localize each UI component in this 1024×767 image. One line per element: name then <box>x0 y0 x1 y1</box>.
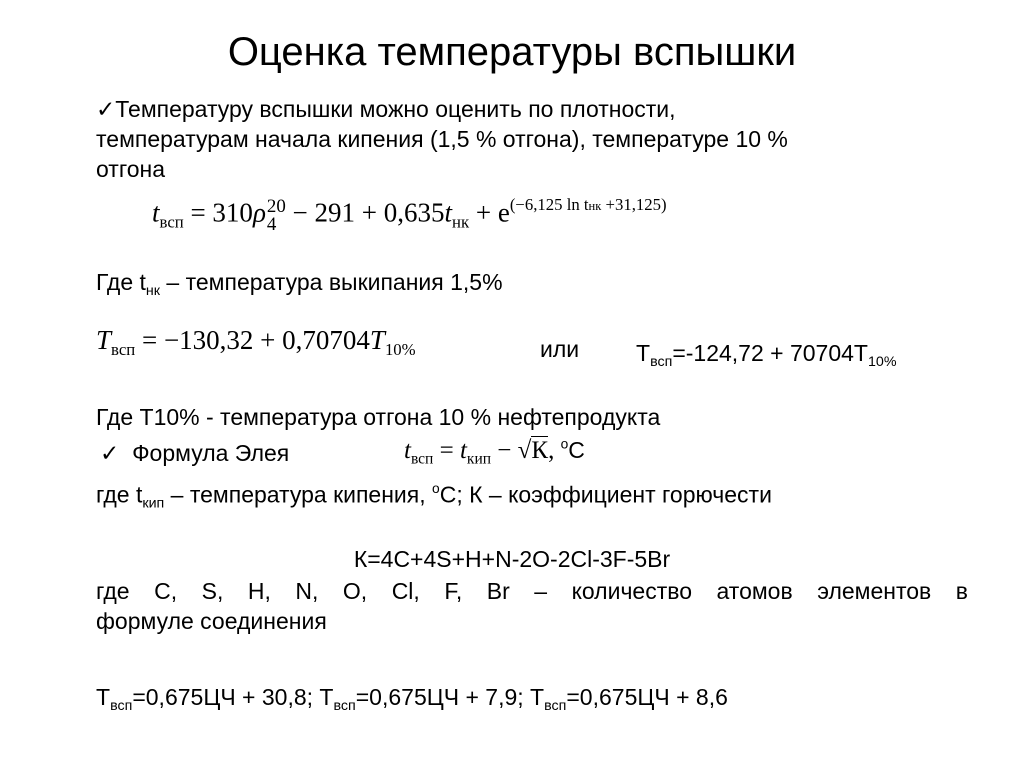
sub-vsp: всп <box>544 697 567 714</box>
var-rho: ρ <box>252 197 266 228</box>
sub-vsp: всп <box>111 339 136 359</box>
where-tkip: где $t_{кип}$ – температура кипения, $^o$С; К – коэффициент горючести <box>96 481 772 512</box>
formula-exponent: (−6,125 ln tнк +31,125) <box>509 195 667 214</box>
rho-sup: 20 <box>266 196 286 218</box>
rho-indices <box>266 196 286 235</box>
sub-10: 10% <box>868 353 897 370</box>
k-formula: К=4С+4S+H+N-2O-2Cl-3F-5Br <box>353 546 671 572</box>
sub-vsp: всп <box>110 697 133 714</box>
atoms-word: N, <box>295 578 319 604</box>
page-title: Оценка температуры вспышки <box>227 30 797 74</box>
sub-vsp: всп <box>333 697 356 714</box>
rho-sub: 4 <box>266 213 277 235</box>
formula-exp-base: + e <box>469 197 510 228</box>
sqrt-icon: √ <box>517 437 532 464</box>
atoms-word: S, <box>201 578 224 604</box>
intro-paragraph <box>96 94 788 184</box>
atoms-word: O, <box>342 578 368 604</box>
where-atoms-line-2: формуле соединения <box>96 608 327 634</box>
formula-alt: $T_{всп}=-124,72 + 70704T_{10\%}$ <box>636 340 897 370</box>
formula-mid: − 291 + 0,635 <box>285 197 445 228</box>
sub-10: 10% <box>384 339 416 359</box>
atoms-word: в <box>955 578 968 604</box>
sub-vsp: всп <box>159 212 184 232</box>
checkmark-icon: ✓ <box>100 440 120 466</box>
atoms-word: атомов <box>716 578 793 604</box>
eley-formula: $t_{всп} = t_{кип} - √К$, $^o$С <box>404 436 585 468</box>
or-label: или <box>540 336 580 362</box>
formula-expr: = −130,32 + 0,70704 <box>135 325 370 355</box>
where-tnk: Где $t_{нк}$ – температура выкипания 1,5% <box>96 269 503 299</box>
atoms-word: – <box>534 578 548 604</box>
formula-flash-point-t10 <box>96 325 416 360</box>
final-formulas: $T_{всп}=0,675ЦЧ + 30,8$; $T_{всп}=0,675ЦЧ + 7,9$; $T_{всп}=0,675ЦЧ + 8,6$ <box>96 684 728 714</box>
sub-nk: нк <box>145 282 161 299</box>
atoms-word: H, <box>247 578 271 604</box>
sub-kip: кип <box>142 495 165 512</box>
eley-label-line <box>100 438 289 468</box>
eley-label: Формула Элея <box>132 440 290 466</box>
exp-sub-nk: нк <box>588 199 602 213</box>
atoms-word: Cl, <box>391 578 420 604</box>
atoms-word: C, <box>154 578 178 604</box>
intro-line-3: отгона <box>96 156 165 182</box>
formula-const: = 310 <box>183 197 253 228</box>
atoms-word: Br <box>486 578 510 604</box>
var-T: T <box>96 325 112 355</box>
var-t-nk: t <box>444 197 453 228</box>
where-t10: Где T10% - температура отгона 10 % нефтепродукта <box>96 404 661 430</box>
var-t: t <box>152 197 160 228</box>
where-atoms <box>96 576 968 636</box>
sub-vsp: всп <box>650 353 673 370</box>
intro-line-1 <box>96 94 788 124</box>
atoms-word: где <box>96 578 130 604</box>
atoms-word: элементов <box>817 578 932 604</box>
formula-flash-point-density <box>152 195 667 233</box>
atoms-word: количество <box>571 578 692 604</box>
intro-line-2: температурам начала кипения (1,5 % отгона), температуре 10 % <box>96 126 788 152</box>
checkmark-icon: ✓ <box>96 96 116 122</box>
sub-nk: нк <box>452 212 470 232</box>
atoms-word: F, <box>444 578 463 604</box>
var-T10: T <box>369 325 385 355</box>
where-atoms-line-1 <box>96 576 968 606</box>
intro-text-1: Температуру вспышки можно оценить по плотности, <box>115 96 676 122</box>
